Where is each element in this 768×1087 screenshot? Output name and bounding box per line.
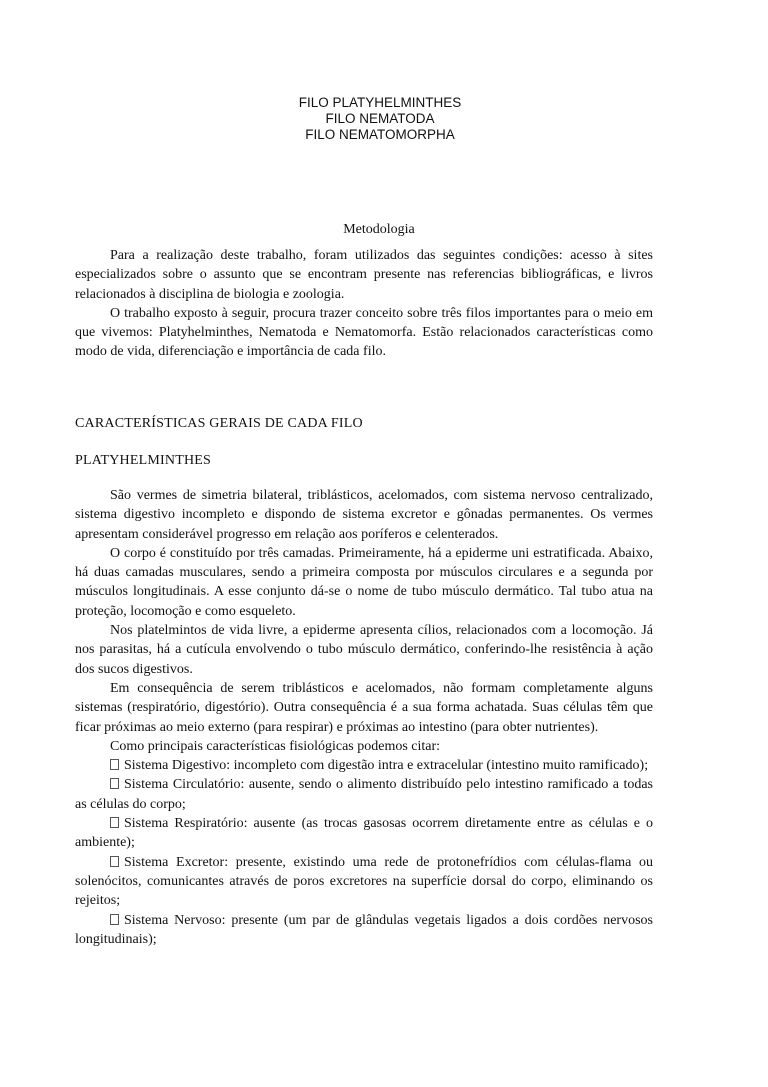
- bullet-text-circulatorio: Sistema Circulatório: ausente, sendo o alimento distribuído pelo intestino ramificado a todas as células do corpo;: [75, 777, 653, 812]
- metodologia-body: [75, 246, 653, 362]
- metodologia-heading: Metodologia: [343, 222, 415, 237]
- platy-paragraph-1: São vermes de simetria bilateral, triblásticos, acelomados, com sistema nervoso centralizado, sistema digestivo incompleto e dispondo de sistema excretor e gônadas permanentes. Os vermes apresentam considerável progresso em relação aos poríferos e celenterados.: [75, 488, 653, 542]
- platy-paragraph-4: Em consequência de serem triblásticos e acelomados, não formam completamente alguns sistemas (respiratório, digestório). Outra consequência é a sua forma achatada. Suas células têm que ficar próximas ao meio externo (para respirar) e próximas ao intestino (para obter nutrientes).: [75, 680, 653, 735]
- bullet-text-digestivo: Sistema Digestivo: incompleto com digestão intra e extracelular (intestino muito ramificado);: [124, 758, 649, 774]
- bullet-box-icon: [110, 817, 119, 828]
- bullet-item: [75, 775, 653, 814]
- bullet-item: [75, 853, 653, 911]
- bullet-item: [75, 911, 653, 950]
- caracteristicas-heading: CARACTERÍSTICAS GERAIS DE CADA FILO: [75, 416, 363, 431]
- title-line-2: FILO NEMATODA: [325, 111, 435, 126]
- bullet-text-excretor: Sistema Excretor: presente, existindo uma rede de protonefrídios com células-flama ou solenócitos, comunicantes através de poros excretores na superfície dorsal do corpo, eliminando os rejeitos;: [75, 854, 653, 909]
- platy-paragraph-5: Como principais características fisiológicas podemos citar:: [110, 738, 441, 754]
- bullet-box-icon: [110, 914, 119, 925]
- platy-paragraph-2: O corpo é constituído por três camadas. Primeiramente, há a epiderme uni estratificada. Abaixo, há duas camadas musculares, sendo a primeira composta por músculos circulares e a segunda por músculos longitudinais. A esse conjunto dá-se o nome de tubo músculo dermático. Tal tubo atua na proteção, locomoção e como esqueleto.: [75, 545, 653, 619]
- title-line-3: FILO NEMATOMORPHA: [305, 127, 455, 142]
- platyhelminthes-heading: PLATYHELMINTHES: [75, 453, 211, 468]
- bullet-item: [75, 756, 653, 775]
- bullet-item: [75, 814, 653, 853]
- bullet-box-icon: [110, 778, 119, 789]
- bullet-box-icon: [110, 856, 119, 867]
- platyhelminthes-body: [75, 486, 653, 949]
- metodologia-paragraph-1: Para a realização deste trabalho, foram utilizados das seguintes condições: acesso à sites especializados sobre o assunto que se encontram presente nas referencias bibliográficas, e livros relacionados à disciplina de biologia e zoologia.: [75, 248, 653, 302]
- metodologia-paragraph-2: O trabalho exposto à seguir, procura trazer conceito sobre três filos importantes para o meio em que vivemos: Platyhelminthes, Nematoda e Nematomorfa. Estão relacionados características como modo de vida, diferenciação e importância de cada filo.: [75, 305, 653, 360]
- bullet-text-nervoso: Sistema Nervoso: presente (um par de glândulas vegetais ligados a dois cordões nervosos longitudinais);: [75, 912, 653, 947]
- bullet-text-respiratorio: Sistema Respiratório: ausente (as trocas gasosas ocorrem diretamente entre as células e o ambiente);: [75, 816, 653, 851]
- bullet-box-icon: [110, 759, 119, 770]
- platy-paragraph-3: Nos platelmintos de vida livre, a epiderme apresenta cílios, relacionados com a locomoção. Já nos parasitas, há a cutícula envolvendo o tubo músculo dermático, conferindo-lhe resistência à ação dos sucos digestivos.: [75, 623, 653, 677]
- document-title: [75, 95, 685, 143]
- title-line-1: FILO PLATYHELMINTHES: [298, 95, 462, 110]
